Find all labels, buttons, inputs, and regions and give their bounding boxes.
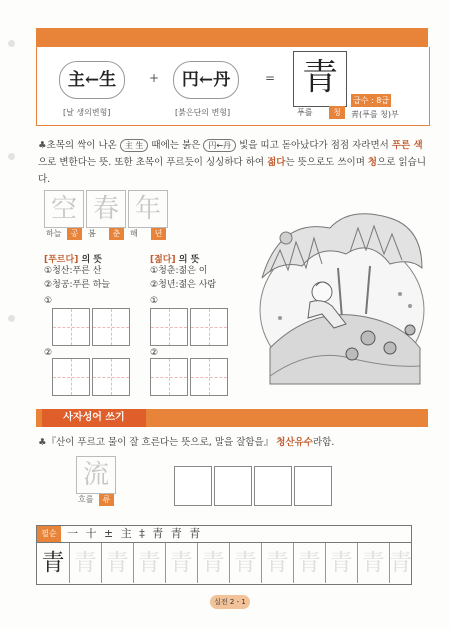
- explanation-text: 으로 읽습니다.: [38, 157, 427, 185]
- stroke-practice-cell[interactable]: 青: [357, 543, 390, 583]
- explanation-text: 빛을 띠고 돋아났다가 점점 자라면서: [236, 140, 392, 151]
- explanation-text: 초목의 싹이 나온: [46, 140, 120, 151]
- grid-label: ②: [44, 348, 53, 358]
- stroke-order-row: [37, 526, 411, 543]
- related-char-cell: [128, 190, 166, 240]
- idiom-emphasis: 청산유수: [276, 437, 313, 448]
- explanation-emphasis: 푸른 색: [391, 140, 423, 151]
- related-char-meaning: 하늘: [46, 229, 62, 238]
- writing-cell[interactable]: [190, 308, 228, 346]
- club-icon: ♣: [38, 140, 47, 151]
- level-badge: 급수 : 8급: [352, 96, 390, 105]
- writing-cell[interactable]: [92, 308, 130, 346]
- related-char-reading: [86, 228, 124, 240]
- writing-cell[interactable]: [52, 308, 90, 346]
- stroke-practice-cell[interactable]: 青: [325, 543, 358, 583]
- related-char: 春: [86, 190, 126, 228]
- writing-cell[interactable]: [92, 358, 130, 396]
- related-char-meaning: 해: [130, 229, 138, 238]
- explanation-text: 때에는 붉은: [148, 140, 204, 151]
- meaning-item: ①청산:푸른 산: [44, 266, 102, 276]
- idiom-writing-box[interactable]: [254, 466, 292, 506]
- writing-cell[interactable]: [190, 358, 228, 396]
- idiom-writing-box[interactable]: [294, 466, 332, 506]
- grid-label: ①: [44, 296, 53, 306]
- stroke-order-table: [36, 525, 412, 585]
- binder-hole: [8, 315, 15, 322]
- writing-cell[interactable]: [52, 358, 90, 396]
- explanation-text: 으로 변한다는 뜻. 또한 초목이 푸르듯이 싱싱하다 하여: [38, 157, 268, 168]
- section-header-bar: [36, 409, 428, 427]
- stroke-practice-cell[interactable]: 青: [69, 543, 102, 583]
- meaning-list-right: [150, 264, 216, 292]
- related-char-sound: 년: [151, 228, 166, 240]
- explanation-oval-1: 主 生: [120, 139, 149, 152]
- grid-label: ①: [150, 296, 159, 306]
- stroke-practice-cell[interactable]: 青: [197, 543, 230, 583]
- related-char: 年: [128, 190, 168, 228]
- explanation-oval-2: 円←丹: [203, 139, 236, 152]
- idiom-char-reading: [76, 494, 114, 506]
- meaning-heading-suffix: 의 뜻: [78, 255, 102, 265]
- meaning-heading-title: [젊다]: [150, 255, 176, 265]
- related-char-cell: [44, 190, 82, 240]
- explanation-paragraph: [38, 137, 430, 188]
- related-char: 空: [44, 190, 84, 228]
- equals-sign: =: [265, 71, 276, 85]
- stroke-practice-cell[interactable]: 青: [165, 543, 198, 583]
- idiom-char-sound: 류: [99, 494, 114, 506]
- idiom-text: 『산이 푸르고 물이 잘 흐른다는 뜻으로, 말을 잘함을』: [46, 437, 277, 448]
- related-char-sound: 춘: [109, 228, 124, 240]
- idiom-writing-box[interactable]: [174, 466, 212, 506]
- meaning-heading-title: [푸르다]: [44, 255, 79, 265]
- writing-cell[interactable]: [150, 308, 188, 346]
- reading-badge: 청: [329, 106, 345, 119]
- component-box-2: 円←丹: [173, 61, 239, 99]
- idiom-text: 라함.: [312, 437, 335, 448]
- character-formula: [36, 47, 430, 126]
- related-char-cell: [86, 190, 124, 240]
- section-title: 사자성어 쓰기: [42, 409, 146, 427]
- result-character: 青: [293, 51, 347, 107]
- stroke-practice-cell[interactable]: 青: [101, 543, 134, 583]
- grid-label: ②: [150, 348, 159, 358]
- child-on-mountain-illustration: [250, 198, 430, 390]
- top-accent-bar: [36, 28, 428, 47]
- meaning-heading-suffix: 의 뜻: [175, 255, 200, 265]
- stroke-order-sequence: 一 十 ± 主 ‡ 青 青 青: [67, 527, 203, 540]
- meaning-item: ②청년:젊은 사람: [150, 280, 217, 290]
- idiom-writing-box[interactable]: [214, 466, 252, 506]
- idiom-char-meaning: 흐를: [78, 495, 94, 504]
- binder-hole: [8, 153, 15, 160]
- meaning-item: ①청춘:젊은 이: [150, 266, 208, 276]
- writing-cell[interactable]: [150, 358, 188, 396]
- meaning-text: 푸를: [297, 108, 313, 117]
- stroke-practice-cell[interactable]: 青: [261, 543, 294, 583]
- binder-hole: [8, 40, 15, 47]
- meaning-list-left: [44, 264, 110, 292]
- stroke-order-label: 필순: [37, 526, 61, 542]
- stroke-practice-cell[interactable]: 青: [37, 543, 70, 583]
- stroke-practice-cell[interactable]: 青: [229, 543, 262, 583]
- explanation-emphasis: 젊다: [267, 157, 286, 168]
- radical-text: 靑(푸를 청)부: [351, 110, 399, 119]
- component-caption-1: [날 생의변형]: [63, 108, 111, 117]
- explanation-text: 는 뜻으로도 쓰이며: [285, 157, 368, 168]
- idiom-sentence: [38, 434, 334, 448]
- explanation-emphasis: 청: [367, 157, 378, 168]
- stroke-practice-cell[interactable]: 青: [133, 543, 166, 583]
- meaning-item: ②청공:푸른 하늘: [44, 280, 111, 290]
- idiom-char-cell: [76, 456, 114, 508]
- stroke-practice-cell[interactable]: 青: [293, 543, 326, 583]
- component-caption-2: [붉은단의 변형]: [175, 108, 231, 117]
- plus-sign: +: [149, 71, 160, 85]
- character-meaning: [293, 106, 347, 119]
- component-box-1: 主←生: [59, 61, 125, 99]
- idiom-char: 流: [76, 456, 116, 494]
- club-icon: ♣: [38, 437, 47, 448]
- page-number-badge: 실전 2 - 1: [210, 595, 250, 609]
- stroke-practice-cell[interactable]: 青: [389, 550, 412, 576]
- related-char-reading: [128, 228, 166, 240]
- related-char-reading: [44, 228, 82, 240]
- related-char-meaning: 봄: [88, 229, 96, 238]
- related-char-sound: 공: [67, 228, 82, 240]
